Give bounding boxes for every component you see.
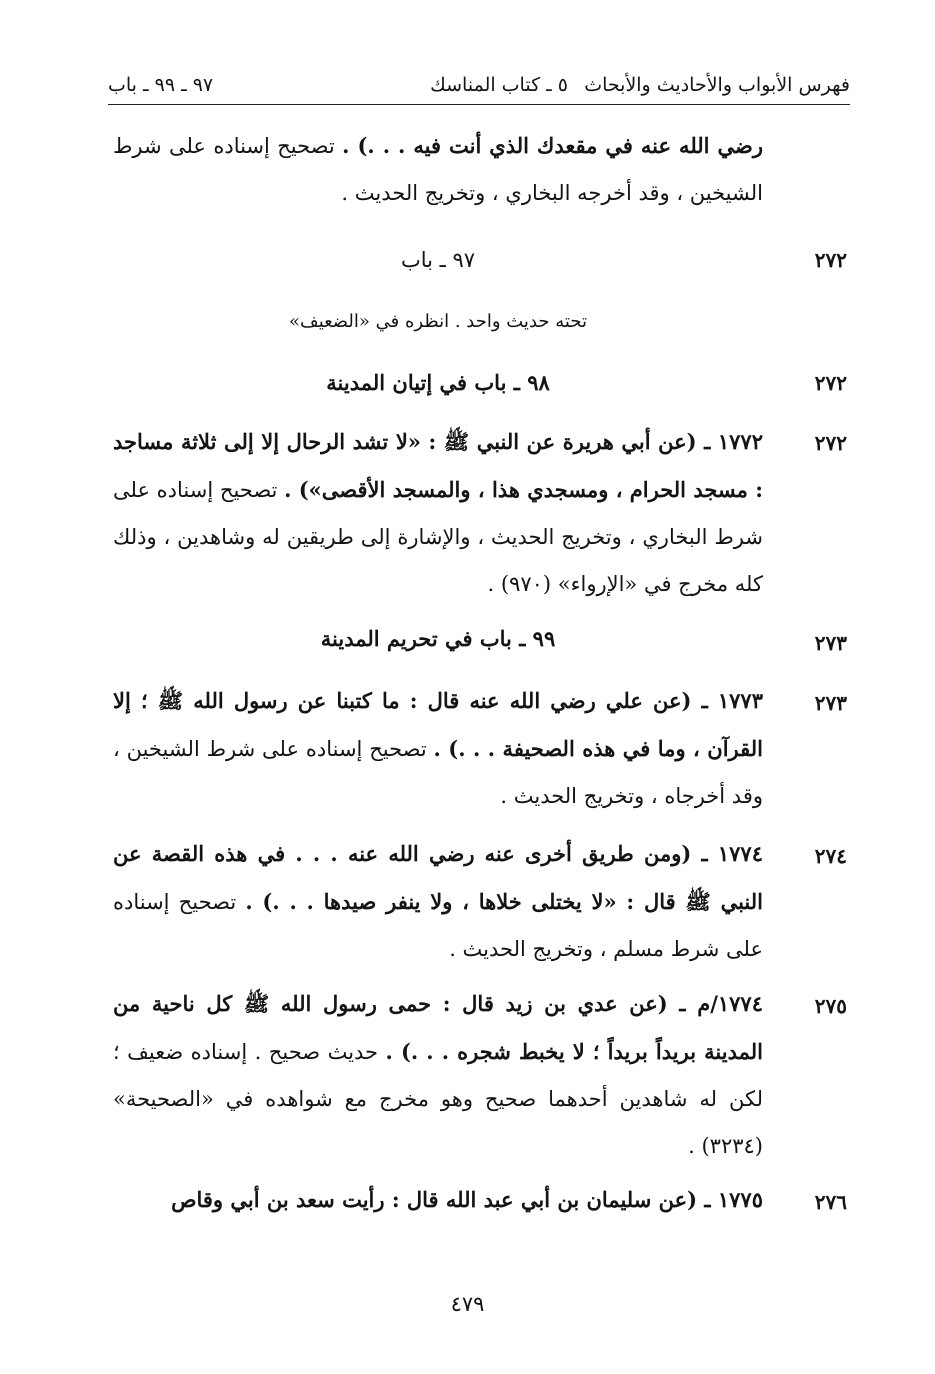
page-ref-97: ٢٧٢ [814,248,847,272]
running-header [108,70,850,100]
hadith-1774-text: ١٧٧٤ ـ (ومن طريق أخرى عنه رضي الله عنه . . . في هذه القصة عن النبي ﷺ قال : «لا يختلى خلاها ، ولا ينفر صيدها . . .) . [113,841,763,914]
hadith-1775 [113,1176,763,1224]
page-ref-1774m: ٢٧٥ [814,994,847,1018]
chapter-98-title: ٩٨ ـ باب في إتيان المدينة [326,370,550,395]
hadith-1774 [113,830,763,973]
hadith-1775-text: ١٧٧٥ ـ (عن سليمان بن أبي عبد الله قال : رأيت سعد بن أبي وقاص [171,1187,763,1212]
hadith-1772-comment: تصحيح إسناده على شرط البخاري ، وتخريج الحديث ، والإشارة إلى طريقين له وشاهدين ، وذلك كله مخرج في «الإرواء» (٩٧٠) . [113,478,763,596]
header-book-title: ٥ ـ كتاب المناسك [430,74,568,96]
intro-quote: رضي الله عنه في مقعدك الذي أنت فيه . . .) . [342,133,763,158]
chapter-99-title: ٩٩ ـ باب في تحريم المدينة [320,626,556,651]
header-chapter-range: ٩٧ ـ ٩٩ ـ باب [108,74,214,96]
intro-comment: تصحيح إسناده على شرط الشيخين ، وقد أخرجه البخاري ، وتخريج الحديث . [113,134,763,205]
page-ref-1772: ٢٧٢ [814,431,847,455]
page-ref-98: ٢٧٢ [814,371,847,395]
page-number: ٤٧٩ [450,1292,485,1316]
header-index-title: فهرس الأبواب والأحاديث والأبحاث [584,74,850,96]
hadith-1772-text: ١٧٧٢ ـ (عن أبي هريرة عن النبي ﷺ : «لا تشد الرحال إلا إلى ثلاثة مساجد : مسجد الحرام ، ومسجدي هذا ، والمسجد الأقصى») . [113,429,763,502]
header-divider [108,104,850,105]
hadith-1774-comment: تصحيح إسناده على شرط مسلم ، وتخريج الحديث . [113,890,763,961]
hadith-1774m [113,980,763,1170]
hadith-1774m-comment: حديث صحيح . إسناده ضعيف ؛ لكن له شاهدين أحدهما صحيح وهو مخرج مع شواهده في «الصحيحة» (٣٢٣٤) . [113,1040,763,1158]
hadith-1773-text: ١٧٧٣ ـ (عن علي رضي الله عنه قال : ما كتبنا عن رسول الله ﷺ ؛ إلا القرآن ، وما في هذه الصحيفة . . .) . [113,688,763,761]
chapter-97-title: ٩٧ ـ باب [400,248,476,272]
hadith-1773-comment: تصحيح إسناده على شرط الشيخين ، وقد أخرجاه ، وتخريج الحديث . [113,737,763,808]
intro-paragraph [113,122,763,217]
chapter-97-note: تحته حديث واحد . انظره في «الضعيف» [289,311,587,332]
page-ref-1774: ٢٧٤ [814,844,847,868]
hadith-1774m-text: ١٧٧٤/م ـ (عن عدي بن زيد قال : حمى رسول الله ﷺ كل ناحية من المدينة بريداً بريداً ؛ لا يخبط شجره . . .) . [113,991,763,1064]
page-ref-1773: ٢٧٣ [814,691,847,715]
hadith-1772 [113,418,763,608]
page-ref-1775: ٢٧٦ [814,1190,847,1214]
page-ref-99: ٢٧٣ [814,631,847,655]
hadith-1773 [113,677,763,820]
